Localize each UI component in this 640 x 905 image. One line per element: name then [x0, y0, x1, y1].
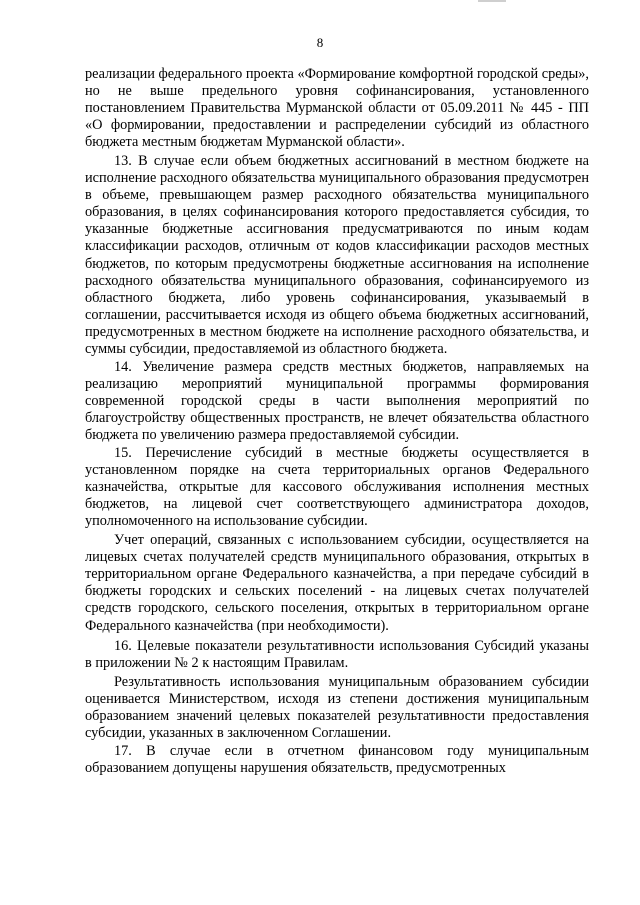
paragraph: Результативность использования муниципальным образованием субсидии оценивается Министерством, исходя из степени достижения муниципальным образованием значений целевых показателей результативности предоставления субсидии, указанных в заключенном Соглашении. — [85, 673, 589, 741]
paragraph: 16. Целевые показатели результативности использования Субсидий указаны в приложении № 2 к настоящим Правилам. — [85, 637, 589, 671]
document-body — [85, 66, 589, 777]
paragraph: реализации федерального проекта «Формирование комфортной городской среды», но не выше предельного уровня софинансирования, установленного постановлением Правительства Мурманской области от 05.09.2011 № 445 - ПП «О формировании, предоставлении и распределении субсидий из областного бюджета местным бюджетам Мурманской области». — [85, 66, 589, 151]
scan-mark — [478, 0, 506, 2]
paragraph: 13. В случае если объем бюджетных ассигнований в местном бюджете на исполнение расходного обязательства муниципального образования предусмотрен в объеме, превышающем размер расходного обязательства муниципального образования, в целях софинансирования которого предоставляется субсидия, то указанные бюджетные ассигнования предусматриваются по иным кодам классификации расходов, отличным от кодов классификации расходов местных бюджетов, по которым предусмотрены бюджетные ассигнования на исполнение расходного обязательства муниципального образования, софинансируемого из областного бюджета, либо уровень софинансирования, указываемый в соглашении, рассчитывается исходя из общего объема бюджетных ассигнований, предусмотренных в местном бюджете на исполнение расходного обязательства, и суммы субсидии, предоставляемой из областного бюджета. — [85, 153, 589, 357]
paragraph: 15. Перечисление субсидий в местные бюджеты осуществляется в установленном порядке на счета территориальных органов Федерального казначейства, открытые для кассового обслуживания исполнения местных бюджетов, на лицевой счет соответствующего администратора доходов, уполномоченного на использование субсидии. — [85, 445, 589, 530]
page-number: 8 — [316, 35, 324, 50]
paragraph: 14. Увеличение размера средств местных бюджетов, направляемых на реализацию мероприятий муниципальной программы формирования современной городской среды в части выполнения мероприятий по благоустройству общественных пространств, не влечет обязательства областного бюджета по увеличению размера предоставляемой субсидии. — [85, 358, 589, 443]
paragraph: Учет операций, связанных с использованием субсидии, осуществляется на лицевых счетах получателей средств муниципального образования, открытых в территориальном органе Федерального казначейства, а при передаче субсидий в бюджеты городских и сельских поселений - на лицевых счетах получателей средств городского, сельского поселения, открытых в территориальном органе Федерального казначейства (при необходимости). — [85, 532, 589, 634]
paragraph: 17. В случае если в отчетном финансовом году муниципальным образованием допущены нарушения обязательств, предусмотренных — [85, 742, 589, 776]
